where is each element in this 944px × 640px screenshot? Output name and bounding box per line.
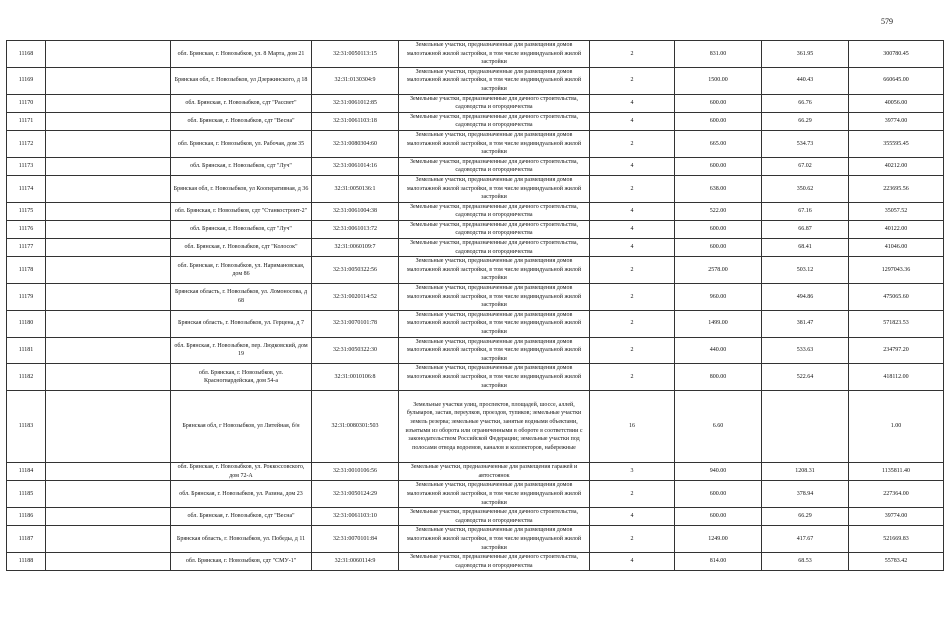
cell-cadastral-value: 35057.52 — [849, 202, 944, 220]
cell-number: 11184 — [7, 463, 46, 481]
cell-use-group: 4 — [590, 112, 675, 130]
cell-specific-value: 66.29 — [762, 508, 849, 526]
cell-use-group: 4 — [590, 553, 675, 571]
cell-use-group: 4 — [590, 94, 675, 112]
cell-empty — [46, 508, 171, 526]
cell-address: обл. Брянская, г. Новозыбков, ул. Красногвардейская, дом 54-а — [171, 364, 312, 391]
cell-specific-value: 68.53 — [762, 553, 849, 571]
cell-cadastral-value: 418112.00 — [849, 364, 944, 391]
cell-area: 940.00 — [675, 463, 762, 481]
cell-cadastral-number: 32:31:0080301:503 — [312, 391, 399, 463]
cell-empty — [46, 364, 171, 391]
cell-permitted-use: Земельные участки, предназначенные для размещения домов малоэтажной жилой застройки, в том числе индивидуальной жилой застройки — [399, 175, 590, 202]
cell-use-group: 2 — [590, 284, 675, 311]
table-row — [7, 553, 944, 571]
cell-empty — [46, 463, 171, 481]
cell-use-group: 2 — [590, 337, 675, 364]
table-row — [7, 67, 944, 94]
table-row — [7, 220, 944, 238]
cell-cadastral-number: 32:31:0061103:10 — [312, 508, 399, 526]
cell-permitted-use: Земельные участки, предназначенные для размещения домов малоэтажной жилой застройки, в том числе индивидуальной жилой застройки — [399, 364, 590, 391]
cell-cadastral-number: 32:31:0130304:9 — [312, 67, 399, 94]
cell-specific-value: 503.12 — [762, 257, 849, 284]
cell-number: 11172 — [7, 130, 46, 157]
cell-use-group: 2 — [590, 67, 675, 94]
cell-number: 11188 — [7, 553, 46, 571]
cell-area: 6.60 — [675, 391, 762, 463]
cell-permitted-use: Земельные участки, предназначенные для размещения домов малоэтажной жилой застройки, в том числе индивидуальной жилой застройки — [399, 284, 590, 311]
cell-cadastral-value: 1297043.36 — [849, 257, 944, 284]
cell-permitted-use: Земельные участки, предназначенные для дачного строительства, садоводства и огородничества — [399, 94, 590, 112]
cell-use-group: 2 — [590, 481, 675, 508]
cell-empty — [46, 94, 171, 112]
cell-cadastral-number: 32:31:0061014:16 — [312, 157, 399, 175]
cell-number: 11174 — [7, 175, 46, 202]
cell-cadastral-value: 475065.60 — [849, 284, 944, 311]
cell-use-group: 16 — [590, 391, 675, 463]
cell-area: 600.00 — [675, 157, 762, 175]
cell-number: 11169 — [7, 67, 46, 94]
cell-use-group: 2 — [590, 41, 675, 68]
cell-cadastral-number: 32:31:0080304:60 — [312, 130, 399, 157]
cell-address: обл. Брянская, г. Новозыбков, сдт "Весна" — [171, 508, 312, 526]
cell-cadastral-number: 32:31:0061013:72 — [312, 220, 399, 238]
cell-cadastral-number: 32:31:0061004:38 — [312, 202, 399, 220]
cell-use-group: 4 — [590, 508, 675, 526]
cell-specific-value: 361.95 — [762, 41, 849, 68]
cell-area: 440.00 — [675, 337, 762, 364]
cell-use-group: 2 — [590, 257, 675, 284]
cell-specific-value: 66.29 — [762, 112, 849, 130]
cell-use-group: 2 — [590, 130, 675, 157]
table-row — [7, 130, 944, 157]
table-row — [7, 202, 944, 220]
cell-cadastral-value: 41046.00 — [849, 239, 944, 257]
cell-permitted-use: Земельные участки, предназначенные для дачного строительства, садоводства и огородничества — [399, 220, 590, 238]
cell-number: 11170 — [7, 94, 46, 112]
cell-cadastral-number: 32:31:0050124:29 — [312, 481, 399, 508]
cell-address: обл. Брянская, г. Новозыбков, ул. Роккоссовского, дом 72-А — [171, 463, 312, 481]
cell-permitted-use: Земельные участки, предназначенные для размещения гаражей и автостоянок — [399, 463, 590, 481]
cell-address: обл. Брянская, г. Новозыбков, сдт "Колосок" — [171, 239, 312, 257]
table-row — [7, 157, 944, 175]
cell-cadastral-value: 1135811.40 — [849, 463, 944, 481]
cell-area: 1249.00 — [675, 526, 762, 553]
cell-address: обл. Брянская, г. Новозыбков, сдт "Луч" — [171, 157, 312, 175]
cell-empty — [46, 239, 171, 257]
cell-permitted-use: Земельные участки, предназначенные для размещения домов малоэтажной жилой застройки, в том числе индивидуальной жилой застройки — [399, 41, 590, 68]
table-row — [7, 526, 944, 553]
cell-permitted-use: Земельные участки, предназначенные для размещения домов малоэтажной жилой застройки, в том числе индивидуальной жилой застройки — [399, 526, 590, 553]
cell-empty — [46, 481, 171, 508]
cell-use-group: 4 — [590, 202, 675, 220]
cell-specific-value: 494.86 — [762, 284, 849, 311]
cell-specific-value: 440.43 — [762, 67, 849, 94]
cell-specific-value: 1208.31 — [762, 463, 849, 481]
cell-area: 831.00 — [675, 41, 762, 68]
cell-address: обл. Брянская, г. Новозыбков, ул. Рабочая, дом 35 — [171, 130, 312, 157]
cell-specific-value — [762, 391, 849, 463]
land-parcel-table — [6, 40, 944, 571]
cell-specific-value: 67.16 — [762, 202, 849, 220]
cell-cadastral-value: 55783.42 — [849, 553, 944, 571]
cell-empty — [46, 157, 171, 175]
table-row — [7, 463, 944, 481]
table-row — [7, 391, 944, 463]
cell-permitted-use: Земельные участки улиц, проспектов, площадей, шоссе, аллей, бульваров, застав, переулков, проездов, тупиков; земельные участки земель резерва; земельные участки, занятые водными объектами, изъятыми из оборота или ограниченными в обороте в соответствии с законодательством Российской Федерации; земельные участки под полосами отвода водоемов, каналов и коллекторов, набережные — [399, 391, 590, 463]
cell-address: Брянская обл, г. Новозыбков, ул Кооперативная, д 36 — [171, 175, 312, 202]
cell-area: 638.00 — [675, 175, 762, 202]
cell-empty — [46, 526, 171, 553]
cell-address: Брянская область, г. Новозыбков, ул. Герцена, д 7 — [171, 310, 312, 337]
table-row — [7, 508, 944, 526]
cell-area: 600.00 — [675, 239, 762, 257]
cell-number: 11182 — [7, 364, 46, 391]
cell-cadastral-number: 32:31:0060114:9 — [312, 553, 399, 571]
cell-specific-value: 350.62 — [762, 175, 849, 202]
cell-cadastral-value: 234797.20 — [849, 337, 944, 364]
cell-use-group: 4 — [590, 239, 675, 257]
cell-permitted-use: Земельные участки, предназначенные для размещения домов малоэтажной жилой застройки, в том числе индивидуальной жилой застройки — [399, 481, 590, 508]
cell-number: 11176 — [7, 220, 46, 238]
cell-area: 600.00 — [675, 481, 762, 508]
cell-empty — [46, 220, 171, 238]
cell-cadastral-value: 39774.00 — [849, 508, 944, 526]
cell-number: 11183 — [7, 391, 46, 463]
cell-permitted-use: Земельные участки, предназначенные для дачного строительства, садоводства и огородничества — [399, 112, 590, 130]
table-row — [7, 239, 944, 257]
table-row — [7, 364, 944, 391]
table-row — [7, 310, 944, 337]
cell-permitted-use: Земельные участки, предназначенные для размещения домов малоэтажной жилой застройки, в том числе индивидуальной жилой застройки — [399, 337, 590, 364]
cell-address: обл. Брянская, г. Новозыбков, сдт "Станкостроит-2" — [171, 202, 312, 220]
cell-number: 11187 — [7, 526, 46, 553]
cell-permitted-use: Земельные участки, предназначенные для дачного строительства, садоводства и огородничества — [399, 553, 590, 571]
cell-area: 2578.00 — [675, 257, 762, 284]
cell-address: Брянская область, г. Новозыбков, ул. Победы, д 11 — [171, 526, 312, 553]
cell-cadastral-number: 32:31:0070101:84 — [312, 526, 399, 553]
table-row — [7, 481, 944, 508]
cell-cadastral-value: 521669.83 — [849, 526, 944, 553]
cell-use-group: 4 — [590, 220, 675, 238]
cell-number: 11185 — [7, 481, 46, 508]
table-row — [7, 257, 944, 284]
cell-cadastral-value: 355595.45 — [849, 130, 944, 157]
cell-empty — [46, 337, 171, 364]
cell-specific-value: 67.02 — [762, 157, 849, 175]
cell-cadastral-value: 39774.00 — [849, 112, 944, 130]
cell-number: 11175 — [7, 202, 46, 220]
cell-number: 11173 — [7, 157, 46, 175]
cell-permitted-use: Земельные участки, предназначенные для размещения домов малоэтажной жилой застройки, в том числе индивидуальной жилой застройки — [399, 257, 590, 284]
cell-use-group: 3 — [590, 463, 675, 481]
cell-cadastral-value: 40056.00 — [849, 94, 944, 112]
cell-cadastral-number: 32:31:0061012:85 — [312, 94, 399, 112]
cell-cadastral-value: 40212.00 — [849, 157, 944, 175]
cell-permitted-use: Земельные участки, предназначенные для дачного строительства, садоводства и огородничества — [399, 508, 590, 526]
cell-address: Брянская обл, г. Новозыбков, ул Дзержинского, д 18 — [171, 67, 312, 94]
cell-area: 600.00 — [675, 220, 762, 238]
cell-cadastral-number: 32:31:0050136:1 — [312, 175, 399, 202]
cell-empty — [46, 257, 171, 284]
cell-permitted-use: Земельные участки, предназначенные для дачного строительства, садоводства и огородничества — [399, 157, 590, 175]
cell-address: Брянская обл, г Новозыбков, ул Литейная, б/н — [171, 391, 312, 463]
cell-cadastral-value: 40122.00 — [849, 220, 944, 238]
cell-number: 11181 — [7, 337, 46, 364]
table-row — [7, 41, 944, 68]
cell-cadastral-number: 32:31:0010106:56 — [312, 463, 399, 481]
cell-use-group: 2 — [590, 526, 675, 553]
cell-specific-value: 522.64 — [762, 364, 849, 391]
cell-number: 11179 — [7, 284, 46, 311]
cell-empty — [46, 391, 171, 463]
cell-number: 11171 — [7, 112, 46, 130]
cell-area: 665.00 — [675, 130, 762, 157]
cell-address: обл. Брянская, г. Новозыбков, пер. Людковский, дом 19 — [171, 337, 312, 364]
cell-specific-value: 534.73 — [762, 130, 849, 157]
table-row — [7, 175, 944, 202]
cell-empty — [46, 284, 171, 311]
cell-area: 960.00 — [675, 284, 762, 311]
cell-specific-value: 378.94 — [762, 481, 849, 508]
cell-address: обл. Брянская, г. Новозыбков, ул. Наримановская, дом 86 — [171, 257, 312, 284]
cell-number: 11168 — [7, 41, 46, 68]
cell-address: обл. Брянская, г. Новозыбков, ул. 8 Марта, дом 21 — [171, 41, 312, 68]
cell-area: 522.00 — [675, 202, 762, 220]
cell-cadastral-value: 571823.53 — [849, 310, 944, 337]
cell-address: обл. Брянская, г. Новозыбков, сдт "Весна" — [171, 112, 312, 130]
cell-cadastral-value: 1.00 — [849, 391, 944, 463]
cell-empty — [46, 41, 171, 68]
cell-specific-value: 66.87 — [762, 220, 849, 238]
cell-area: 600.00 — [675, 94, 762, 112]
cell-specific-value: 533.63 — [762, 337, 849, 364]
cell-use-group: 4 — [590, 157, 675, 175]
cell-empty — [46, 175, 171, 202]
cell-specific-value: 66.76 — [762, 94, 849, 112]
table-row — [7, 337, 944, 364]
cell-number: 11186 — [7, 508, 46, 526]
cell-cadastral-number: 32:31:0070101:78 — [312, 310, 399, 337]
page-number: 579 — [881, 17, 893, 26]
cell-area: 800.00 — [675, 364, 762, 391]
cell-cadastral-value: 227364.00 — [849, 481, 944, 508]
cell-empty — [46, 130, 171, 157]
cell-cadastral-number: 32:31:0020114:52 — [312, 284, 399, 311]
cell-address: обл. Брянская, г. Новозыбков, сдт "Рассвет" — [171, 94, 312, 112]
cell-cadastral-number: 32:31:0050322:30 — [312, 337, 399, 364]
cell-specific-value: 68.41 — [762, 239, 849, 257]
cell-area: 600.00 — [675, 508, 762, 526]
cell-cadastral-number: 32:31:0050322:56 — [312, 257, 399, 284]
cell-cadastral-value: 300780.45 — [849, 41, 944, 68]
cell-use-group: 2 — [590, 175, 675, 202]
cell-cadastral-value: 223695.56 — [849, 175, 944, 202]
cell-number: 11178 — [7, 257, 46, 284]
cell-number: 11177 — [7, 239, 46, 257]
cell-empty — [46, 67, 171, 94]
cell-empty — [46, 553, 171, 571]
table-row — [7, 112, 944, 130]
cell-address: обл. Брянская, г. Новозыбков, ул. Разина, дом 23 — [171, 481, 312, 508]
cell-permitted-use: Земельные участки, предназначенные для размещения домов малоэтажной жилой застройки, в том числе индивидуальной жилой застройки — [399, 310, 590, 337]
cell-number: 11180 — [7, 310, 46, 337]
cell-area: 600.00 — [675, 112, 762, 130]
cell-specific-value: 417.67 — [762, 526, 849, 553]
cell-address: обл. Брянская, г. Новозыбков, сдт "СМУ-1" — [171, 553, 312, 571]
cell-cadastral-number: 32:31:0060109:7 — [312, 239, 399, 257]
cell-specific-value: 381.47 — [762, 310, 849, 337]
table-body — [7, 41, 944, 571]
cell-cadastral-number: 32:31:0050113:15 — [312, 41, 399, 68]
cell-cadastral-number: 32:31:0010106:8 — [312, 364, 399, 391]
cell-use-group: 2 — [590, 310, 675, 337]
cell-empty — [46, 202, 171, 220]
cell-permitted-use: Земельные участки, предназначенные для размещения домов малоэтажной жилой застройки, в том числе индивидуальной жилой застройки — [399, 67, 590, 94]
cell-area: 1499.00 — [675, 310, 762, 337]
cell-permitted-use: Земельные участки, предназначенные для дачного строительства, садоводства и огородничества — [399, 239, 590, 257]
cell-permitted-use: Земельные участки, предназначенные для дачного строительства, садоводства и огородничества — [399, 202, 590, 220]
cell-cadastral-number: 32:31:0061103:18 — [312, 112, 399, 130]
cell-use-group: 2 — [590, 364, 675, 391]
cell-address: обл. Брянская, г. Новозыбков, сдт "Луч" — [171, 220, 312, 238]
cell-empty — [46, 310, 171, 337]
cell-empty — [46, 112, 171, 130]
table-row — [7, 94, 944, 112]
cell-address: Брянская область, г. Новозыбков, ул. Ломоносова, д 68 — [171, 284, 312, 311]
cell-area: 814.00 — [675, 553, 762, 571]
cell-cadastral-value: 660645.00 — [849, 67, 944, 94]
table-row — [7, 284, 944, 311]
cell-permitted-use: Земельные участки, предназначенные для размещения домов малоэтажной жилой застройки, в том числе индивидуальной жилой застройки — [399, 130, 590, 157]
cell-area: 1500.00 — [675, 67, 762, 94]
